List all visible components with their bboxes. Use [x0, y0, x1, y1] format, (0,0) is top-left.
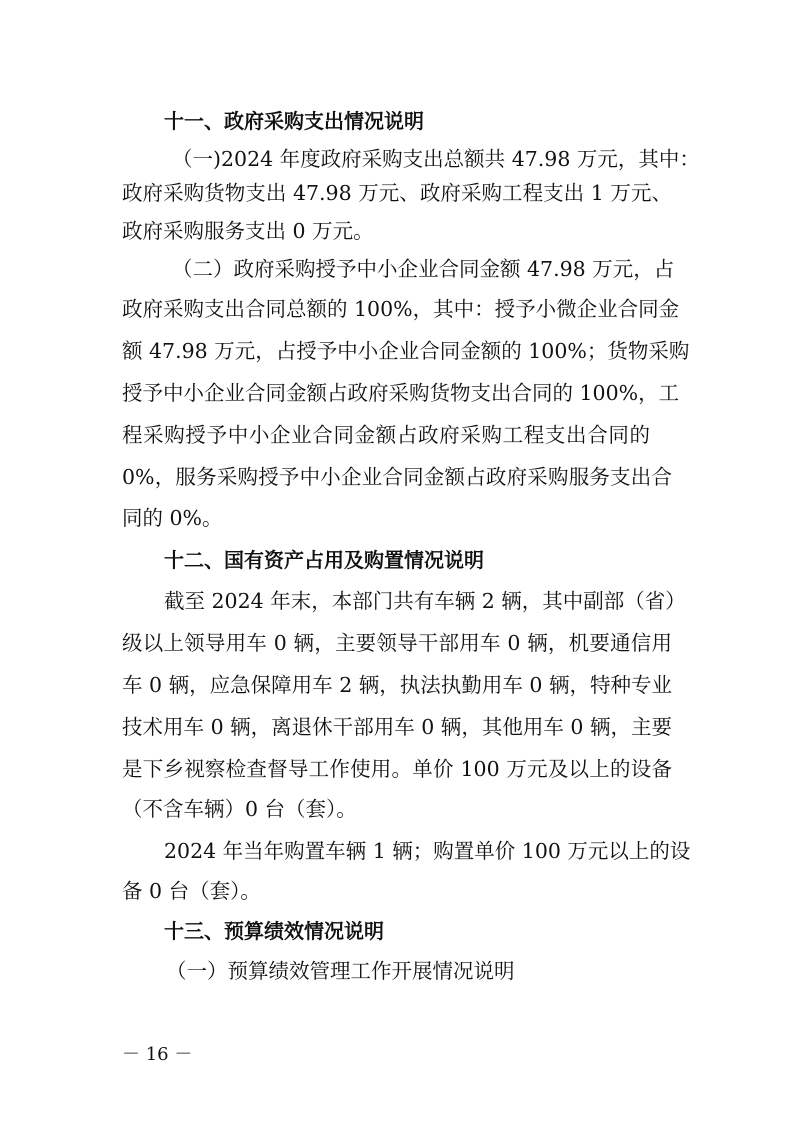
paragraph-line: 授予中小企业合同金额占政府采购货物支出合同的 100%，工: [122, 381, 680, 405]
paragraph-line: 技术用车 0 辆，离退休干部用车 0 辆，其他用车 0 辆，主要: [122, 715, 672, 739]
paragraph-line: （一)2024 年度政府采购支出总额共 47.98 万元，其中：: [172, 147, 700, 171]
subsection-heading: （一）预算绩效管理工作开展情况说明: [166, 959, 515, 983]
paragraph-line: 备 0 台（套）。: [122, 879, 261, 903]
paragraph-line: 是下乡视察检查督导工作使用。单价 100 万元及以上的设备: [122, 757, 672, 781]
paragraph-line: 级以上领导用车 0 辆，主要领导干部用车 0 辆，机要通信用: [122, 631, 672, 655]
paragraph-line: （二）政府采购授予中小企业合同金额 47.98 万元，占: [172, 257, 675, 281]
paragraph-line: 截至 2024 年末，本部门共有车辆 2 辆，其中副部（省）: [164, 589, 686, 613]
paragraph-line: 车 0 辆，应急保障用车 2 辆，执法执勤用车 0 辆，特种专业: [122, 673, 672, 697]
paragraph-line: 同的 0%。: [122, 506, 223, 530]
paragraph-line: 政府采购服务支出 0 万元。: [122, 219, 374, 243]
paragraph-line: 2024 年当年购置车辆 1 辆；购置单价 100 万元以上的设: [164, 839, 691, 863]
paragraph-line: 额 47.98 万元，占授予中小企业合同金额的 100%；货物采购: [122, 339, 690, 363]
section-heading-budget-performance: 十三、预算绩效情况说明: [164, 919, 384, 943]
paragraph-line: 程采购授予中小企业合同金额占政府采购工程支出合同的: [122, 423, 650, 447]
page-number: － 16 －: [122, 1044, 193, 1065]
paragraph-line: 政府采购支出合同总额的 100%，其中：授予小微企业合同金: [122, 297, 680, 321]
paragraph-line: （不含车辆）0 台（套）。: [122, 797, 357, 821]
section-heading-state-assets: 十二、国有资产占用及购置情况说明: [164, 548, 484, 572]
section-heading-government-procurement: 十一、政府采购支出情况说明: [164, 109, 424, 133]
paragraph-line: 0%，服务采购授予中小企业合同金额占政府采购服务支出合: [122, 465, 672, 489]
paragraph-line: 政府采购货物支出 47.98 万元、政府采购工程支出 1 万元、: [122, 181, 672, 205]
